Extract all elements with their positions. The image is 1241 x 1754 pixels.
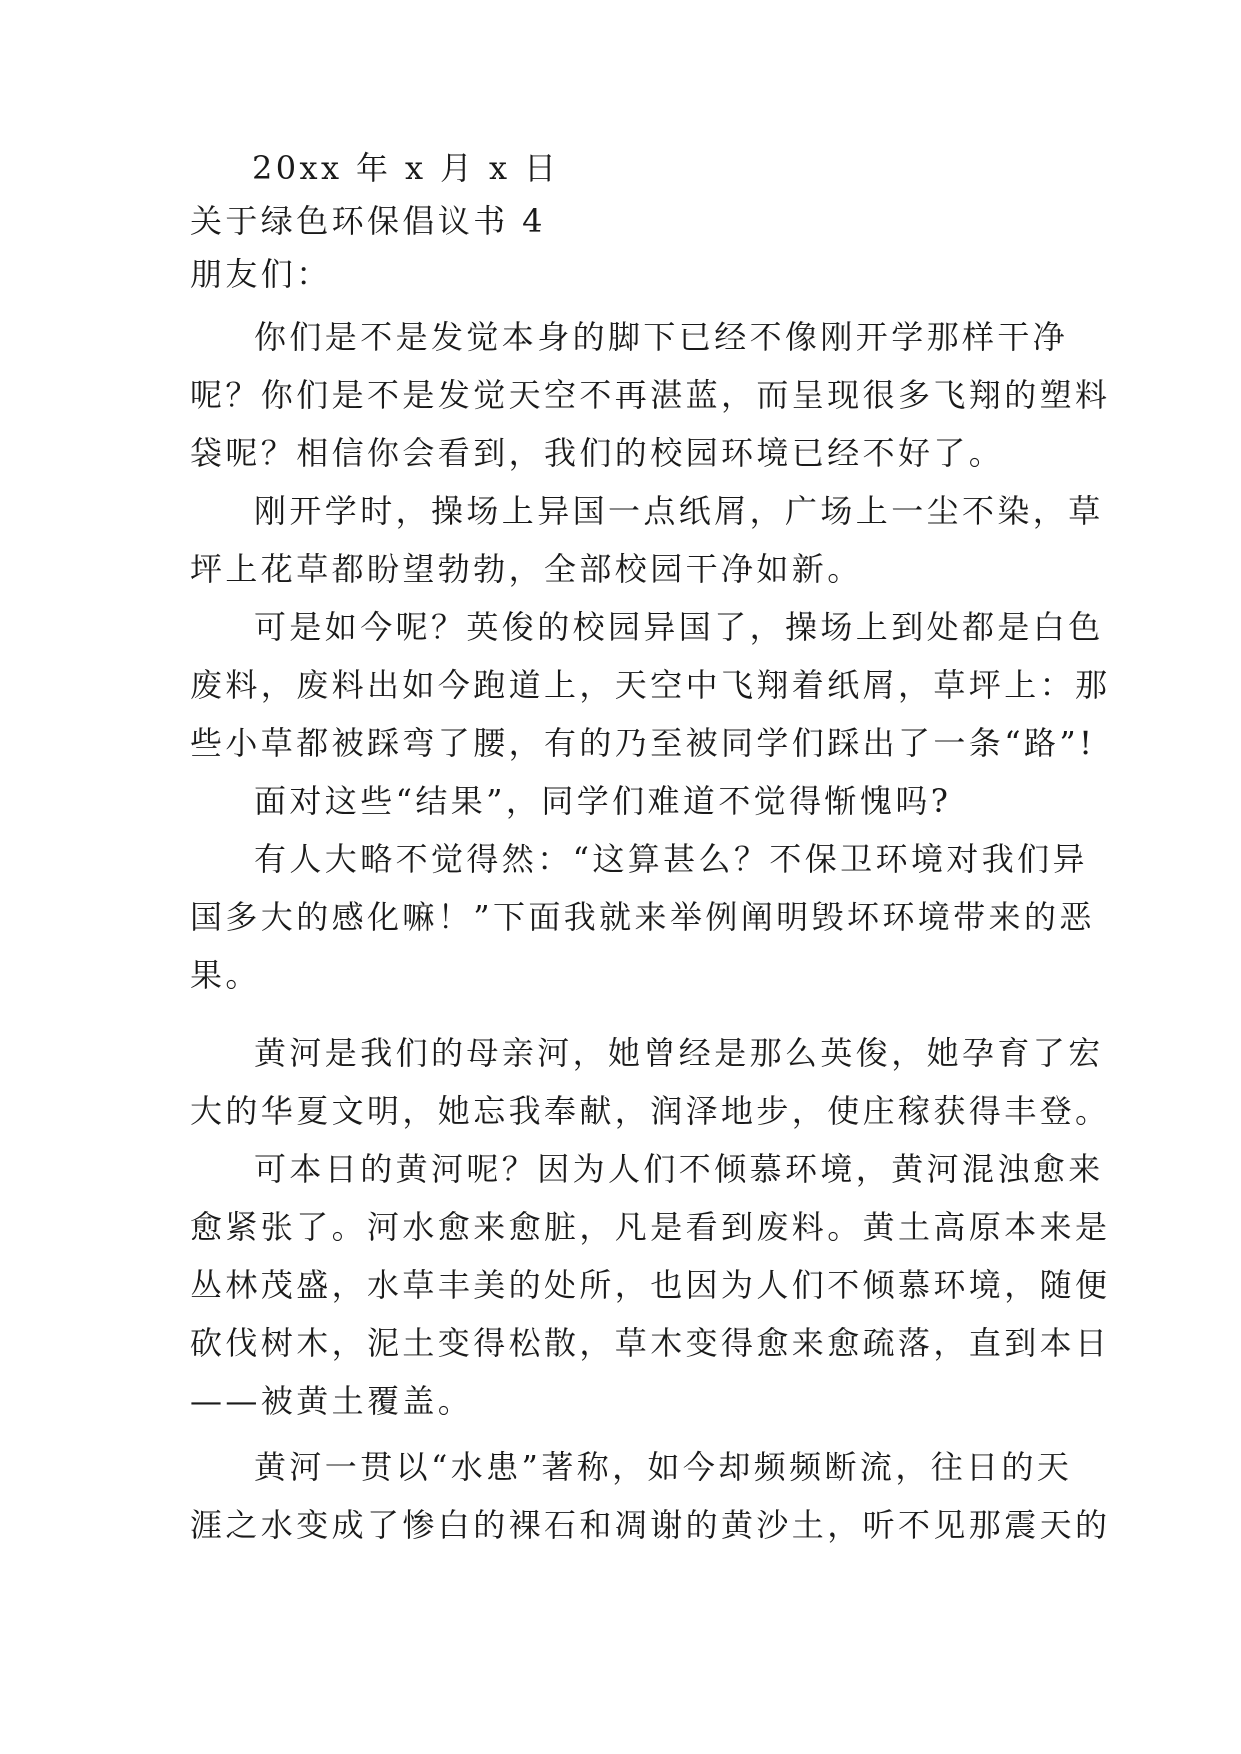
body-line: 黄河一贯以“水患”著称，如今却频频断流，往日的天 <box>254 1448 1073 1486</box>
body-line: 愈紧张了。河水愈来愈脏，凡是看到废料。黄土高原本来是 <box>190 1208 1111 1246</box>
body-line: 涯之水变成了惨白的裸石和凋谢的黄沙土，听不见那震天的 <box>190 1506 1111 1544</box>
body-line: ——被黄土覆盖。 <box>190 1382 474 1420</box>
body-line: 坪上花草都盼望勃勃，全部校园干净如新。 <box>190 550 863 588</box>
body-line: 有人大略不觉得然：“这算甚么？不保卫环境对我们异 <box>254 840 1088 878</box>
body-line: 袋呢？相信你会看到，我们的校园环境已经不好了。 <box>190 434 1005 472</box>
body-line: 果。 <box>190 956 261 994</box>
body-line: 可是如今呢？英俊的校园异国了，操场上到处都是白色 <box>254 608 1104 646</box>
body-line: 砍伐树木，泥土变得松散，草木变得愈来愈疏落，直到本日 <box>190 1324 1111 1362</box>
body-line: 黄河是我们的母亲河，她曾经是那么英俊，她孕育了宏 <box>254 1034 1104 1072</box>
body-line: 国多大的感化嘛！”下面我就来举例阐明毁坏环境带来的恶 <box>190 898 1095 936</box>
body-line: 刚开学时，操场上异国一点纸屑，广场上一尘不染，草 <box>254 492 1104 530</box>
document-title: 关于绿色环保倡议书 4 <box>190 202 546 240</box>
salutation: 朋友们： <box>190 255 332 293</box>
body-line: 面对这些“结果”，同学们难道不觉得惭愧吗? <box>254 782 952 820</box>
body-line: 大的华夏文明，她忘我奉献，润泽地步，使庄稼获得丰登。 <box>190 1092 1111 1130</box>
body-line: 呢？你们是不是发觉天空不再湛蓝，而呈现很多飞翔的塑料 <box>190 376 1111 414</box>
body-line: 你们是不是发觉本身的脚下已经不像刚开学那样干净 <box>254 318 1069 356</box>
body-line: 可本日的黄河呢？因为人们不倾慕环境，黄河混浊愈来 <box>254 1150 1104 1188</box>
body-line: 些小草都被踩弯了腰，有的乃至被同学们踩出了一条“路”! <box>190 724 1096 762</box>
body-line: 丛林茂盛，水草丰美的处所，也因为人们不倾慕环境，随便 <box>190 1266 1111 1304</box>
body-line: 废料，废料出如今跑道上，天空中飞翔着纸屑，草坪上：那 <box>190 666 1111 704</box>
date-line: 20xx 年 x 月 x 日 <box>252 149 560 187</box>
